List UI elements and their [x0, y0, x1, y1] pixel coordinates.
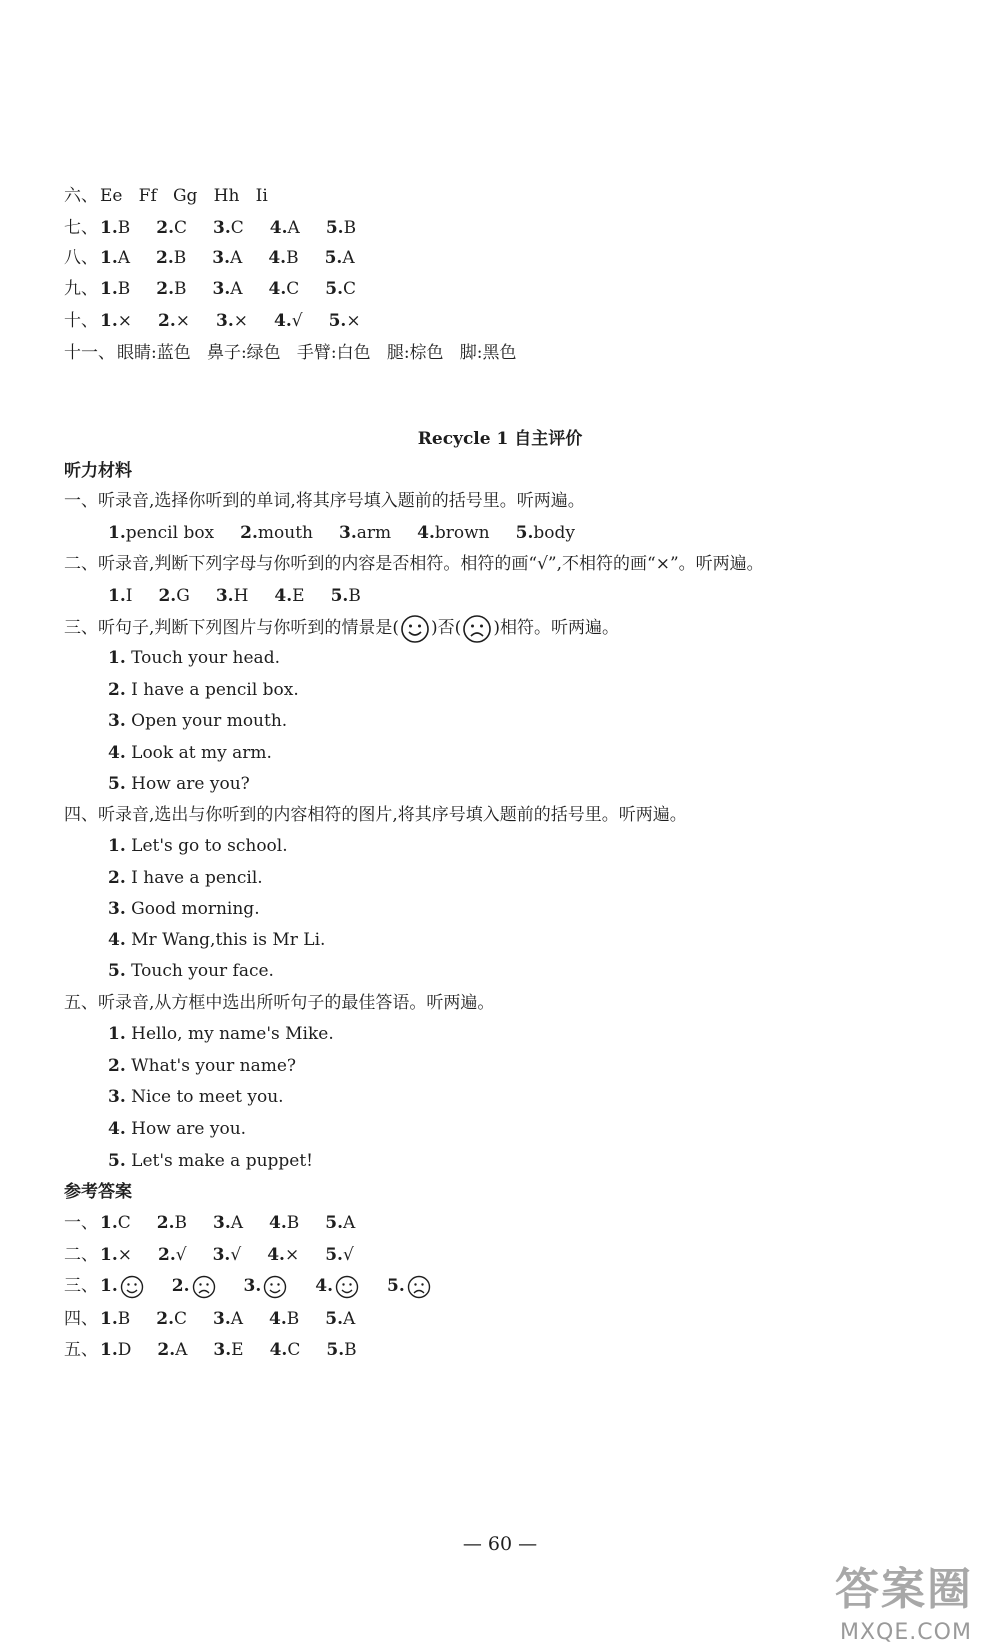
sentence-text: I have a pencil. [125, 868, 263, 888]
answer-item [100, 1309, 130, 1329]
item-value: C [230, 218, 244, 238]
item-value: × [346, 311, 361, 331]
q4-sentence-5 [108, 955, 274, 987]
section-title: Recycle 1 自主评价 [417, 429, 583, 449]
item-number: 3. [213, 1340, 232, 1360]
sentence-number: 3. [108, 711, 126, 731]
answer-item [326, 218, 356, 238]
answer-item [216, 311, 248, 331]
answer-item [240, 523, 313, 543]
item-number: 2. [156, 218, 174, 238]
item-value: × [117, 1245, 132, 1265]
item-number: 4. [274, 586, 293, 606]
answer-item [213, 1213, 243, 1233]
answer-row-2 [64, 1239, 354, 1271]
sentence-number: 2. [108, 868, 126, 888]
answer-item [417, 523, 490, 543]
item-value: √ [175, 1245, 187, 1265]
answer-item [213, 279, 243, 299]
item-number: 4. [269, 1309, 287, 1329]
item-value: A [175, 1340, 188, 1360]
item-number: 3. [213, 1309, 231, 1329]
answer-item [213, 1340, 243, 1360]
item-value: × [233, 311, 248, 331]
answer-item [325, 248, 355, 268]
answer-item [100, 248, 130, 268]
answer-line-9 [64, 273, 356, 305]
item-value: B [174, 1213, 188, 1233]
item-value: √ [291, 311, 303, 331]
item-number: 1. [100, 1213, 118, 1233]
answer-item [213, 1245, 242, 1265]
q4-sentence-3 [108, 893, 260, 925]
item-value: I [125, 586, 133, 606]
item-number: 3. [216, 311, 234, 331]
sentence-number: 4. [108, 743, 126, 763]
answer-item [156, 279, 186, 299]
item-value: × [117, 311, 132, 331]
item-number: 5. [325, 1245, 343, 1265]
sentence-number: 2. [108, 1056, 126, 1076]
sentence-text: How are you. [125, 1119, 247, 1139]
item-number: 3. [212, 1245, 231, 1265]
item-value: B [286, 1213, 300, 1233]
sentence-text: Hello, my name's Mike. [125, 1024, 334, 1044]
answer-item [100, 1245, 132, 1265]
answer-item [269, 1213, 299, 1233]
item-value: B [117, 279, 131, 299]
answer-item [315, 1276, 361, 1296]
row-lead: 五、 [64, 1340, 98, 1360]
sentence-text: Let's make a puppet! [125, 1151, 314, 1171]
answer-item [269, 279, 300, 299]
sentence-number: 5. [108, 961, 126, 981]
item-value: B [117, 1309, 131, 1329]
item-number: 2. [156, 1213, 175, 1233]
q2-prompt: 二、听录音,判断下列字母与你听到的内容是否相符。相符的画“√”,不相符的画“×”。听两遍。 [64, 554, 764, 574]
item-value: D [117, 1340, 132, 1360]
item-number: 3. [213, 1213, 231, 1233]
item-number: 3. [212, 248, 231, 268]
item-number: 5. [325, 218, 344, 238]
answer-item [156, 1309, 187, 1329]
item-number: 1. [100, 1309, 118, 1329]
answer-item [325, 1213, 355, 1233]
sentence-number: 1. [108, 836, 126, 856]
answer-item [267, 1245, 299, 1265]
item-number: 5. [330, 586, 349, 606]
row-lead: 十、 [64, 311, 98, 331]
q5-sentence-2 [108, 1050, 296, 1082]
sentence-number: 3. [108, 899, 126, 919]
answer-item [108, 523, 214, 543]
smiley-face-icon [399, 612, 431, 645]
smiley-face-icon [263, 1275, 287, 1299]
sentence-number: 1. [108, 648, 126, 668]
q4-prompt: 四、听录音,选出与你听到的内容相符的图片,将其序号填入题前的括号里。听两遍。 [64, 805, 687, 825]
answer-item [158, 311, 190, 331]
q3-sentence-2 [108, 674, 299, 706]
answer-item [100, 1340, 131, 1360]
row-lead: 三、 [64, 1276, 98, 1296]
answer-item [244, 1276, 290, 1296]
item-value: B [286, 1309, 300, 1329]
item-value: A [287, 218, 300, 238]
row-lead: 八、 [64, 248, 98, 268]
item-number: 5. [325, 1309, 344, 1329]
q4-sentence-1 [108, 830, 288, 862]
item-value: body [533, 523, 575, 543]
item-value: A [230, 279, 243, 299]
item-number: 1. [100, 218, 118, 238]
item-value: arm [356, 523, 392, 543]
answer-item [100, 218, 130, 238]
row-lead: 一、 [64, 1213, 98, 1233]
item-value: B [348, 586, 361, 606]
answer-item [100, 1213, 131, 1233]
item-value: C [343, 279, 357, 299]
answer-item [172, 1276, 218, 1296]
answer-item [325, 1245, 354, 1265]
q4-sentence-2 [108, 862, 263, 894]
item-value: E [292, 586, 305, 606]
item-number: 4. [417, 523, 435, 543]
q2-items [108, 580, 361, 612]
item-number: 2. [240, 523, 258, 543]
item-value: √ [342, 1245, 354, 1265]
item-number: 4. [267, 1245, 285, 1265]
item-value: A [230, 1213, 244, 1233]
sentence-text: Mr Wang,this is Mr Li. [125, 930, 326, 950]
item-number: 1. [100, 279, 118, 299]
item-value: C [117, 1213, 131, 1233]
item-value: mouth [257, 523, 313, 543]
item-value: C [174, 218, 188, 238]
q5-sentence-4 [108, 1113, 246, 1145]
item-number: 4. [315, 1276, 333, 1296]
sentence-number: 3. [108, 1087, 126, 1107]
q3-sentence-5 [108, 768, 250, 800]
answer-item [326, 1340, 356, 1360]
answer-item [158, 1245, 187, 1265]
item-value: A [343, 1309, 356, 1329]
sentence-text: Touch your face. [125, 961, 274, 981]
answer-item [269, 1309, 299, 1329]
item-value: C [287, 1340, 301, 1360]
item-number: 4. [274, 311, 292, 331]
item-value: B [173, 248, 187, 268]
item-number: 3. [212, 279, 231, 299]
item-number: 2. [158, 1245, 176, 1265]
item-value: × [284, 1245, 300, 1265]
sentence-text: Nice to meet you. [125, 1087, 284, 1107]
item-number: 1. [108, 586, 126, 606]
answer-item [325, 279, 356, 299]
item-number: 1. [100, 311, 118, 331]
answer-item [213, 218, 244, 238]
answer-item [325, 1309, 355, 1329]
q1-prompt: 一、听录音,选择你听到的单词,将其序号填入题前的括号里。听两遍。 [64, 491, 585, 511]
item-value: A [230, 248, 243, 268]
answer-item [516, 523, 575, 543]
item-value: B [344, 1340, 357, 1360]
sentence-text: What's your name? [125, 1056, 297, 1076]
item-number: 4. [268, 279, 287, 299]
item-number: 2. [156, 279, 174, 299]
sentence-number: 1. [108, 1024, 126, 1044]
item-value: B [117, 218, 131, 238]
answer-item [339, 523, 391, 543]
sentence-number: 2. [108, 680, 126, 700]
item-value: A [117, 248, 131, 268]
item-number: 4. [269, 1213, 287, 1233]
q3-sentence-3 [108, 705, 287, 737]
answer-row-3 [64, 1270, 433, 1302]
item-value: C [174, 1309, 188, 1329]
item-number: 5. [387, 1276, 405, 1296]
page-number: — 60 — [462, 1533, 538, 1555]
row-lead: 九、 [64, 279, 98, 299]
item-number: 2. [156, 1309, 174, 1329]
row-lead: 四、 [64, 1309, 98, 1329]
item-number: 2. [158, 311, 176, 331]
item-value: B [286, 248, 299, 268]
item-number: 2. [157, 1340, 176, 1360]
answer-item [156, 248, 186, 268]
answer-item [156, 218, 187, 238]
answer-item [108, 586, 132, 606]
answer-line-6: 六、 Ee Ff Gg Hh Ii [64, 186, 268, 206]
smiley-face-icon [335, 1275, 359, 1299]
q5-prompt: 五、听录音,从方框中选出所听句子的最佳答语。听两遍。 [64, 993, 495, 1013]
answer-line-7 [64, 212, 356, 244]
sentence-number: 5. [108, 774, 126, 794]
item-value: B [174, 279, 187, 299]
item-value: √ [230, 1245, 242, 1265]
item-value: B [343, 218, 357, 238]
item-number: 5. [326, 1340, 345, 1360]
item-number: 5. [515, 523, 534, 543]
answers-heading: 参考答案 [64, 1182, 132, 1202]
item-value: C [286, 279, 300, 299]
sentence-text: How are you? [125, 774, 250, 794]
q5-sentence-1 [108, 1018, 334, 1050]
sentence-number: 5. [108, 1151, 126, 1171]
item-number: 3. [339, 523, 357, 543]
sentence-text: Look at my arm. [125, 743, 272, 763]
item-number: 1. [100, 1276, 118, 1296]
watermark-text: MXQE.COM [840, 1620, 972, 1645]
answer-item [158, 586, 189, 606]
sentence-number: 4. [108, 930, 126, 950]
item-value: A [230, 1309, 244, 1329]
answer-row-1 [64, 1207, 355, 1239]
sad-face-icon [461, 612, 493, 645]
q3-sentence-1 [108, 642, 280, 674]
answer-item [100, 1276, 146, 1296]
listening-heading: 听力材料 [64, 461, 132, 481]
answer-item [157, 1340, 187, 1360]
sentence-text: Open your mouth. [125, 711, 288, 731]
sad-face-icon [192, 1275, 216, 1299]
q3-sentence-4 [108, 737, 272, 769]
smiley-face-icon [120, 1275, 144, 1299]
answer-line-10 [64, 305, 361, 337]
item-number: 1. [100, 1340, 118, 1360]
item-number: 4. [268, 248, 287, 268]
answer-item [329, 311, 361, 331]
answer-item [213, 1309, 243, 1329]
answer-row-4 [64, 1303, 355, 1335]
item-number: 5. [325, 1213, 344, 1233]
answer-item [274, 586, 304, 606]
item-number: 1. [100, 248, 118, 268]
answer-item [100, 279, 130, 299]
answer-item [270, 1340, 301, 1360]
item-value: A [342, 248, 355, 268]
sentence-text: Let's go to school. [125, 836, 288, 856]
q1-items [108, 517, 575, 549]
answer-item [274, 311, 303, 331]
item-value: brown [434, 523, 490, 543]
item-number: 3. [243, 1276, 262, 1296]
item-number: 5. [324, 248, 343, 268]
answer-item [216, 586, 249, 606]
item-number: 2. [171, 1276, 190, 1296]
answer-item [270, 218, 300, 238]
item-number: 2. [158, 586, 177, 606]
item-value: A [343, 1213, 356, 1233]
q5-sentence-5 [108, 1145, 313, 1177]
item-value: × [175, 311, 190, 331]
row-lead: 二、 [64, 1245, 98, 1265]
item-value: H [233, 586, 249, 606]
item-number: 4. [269, 1340, 288, 1360]
sentence-number: 4. [108, 1119, 126, 1139]
q4-sentence-4 [108, 924, 325, 956]
item-value: G [176, 586, 190, 606]
item-number: 2. [156, 248, 174, 268]
answer-item [157, 1213, 187, 1233]
sentence-text: Good morning. [125, 899, 260, 919]
item-number: 5. [328, 311, 347, 331]
answer-row-5 [64, 1334, 357, 1366]
sad-face-icon [407, 1275, 431, 1299]
watermark-logo: 答案圈 [835, 1564, 973, 1615]
item-number: 3. [213, 218, 231, 238]
answer-item [331, 586, 361, 606]
item-number: 1. [108, 523, 126, 543]
item-number: 4. [269, 218, 288, 238]
answer-item [212, 248, 242, 268]
answer-line-11: 十一、 眼睛:蓝色 鼻子:绿色 手臂:白色 腿:棕色 脚:黑色 [64, 343, 517, 363]
item-number: 3. [215, 586, 234, 606]
item-value: pencil box [125, 523, 215, 543]
sentence-text: I have a pencil box. [125, 680, 299, 700]
answer-item [100, 311, 132, 331]
row-lead: 七、 [64, 218, 98, 238]
item-number: 1. [100, 1245, 118, 1265]
q3-prompt: 三、听句子,判断下列图片与你听到的情景是( )否( )相符。听两遍。 [64, 612, 619, 644]
answer-item [268, 248, 298, 268]
item-value: E [231, 1340, 244, 1360]
item-number: 5. [325, 279, 344, 299]
answer-item [387, 1276, 433, 1296]
sentence-text: Touch your head. [125, 648, 280, 668]
q5-sentence-3 [108, 1081, 284, 1113]
answer-line-8 [64, 242, 355, 274]
